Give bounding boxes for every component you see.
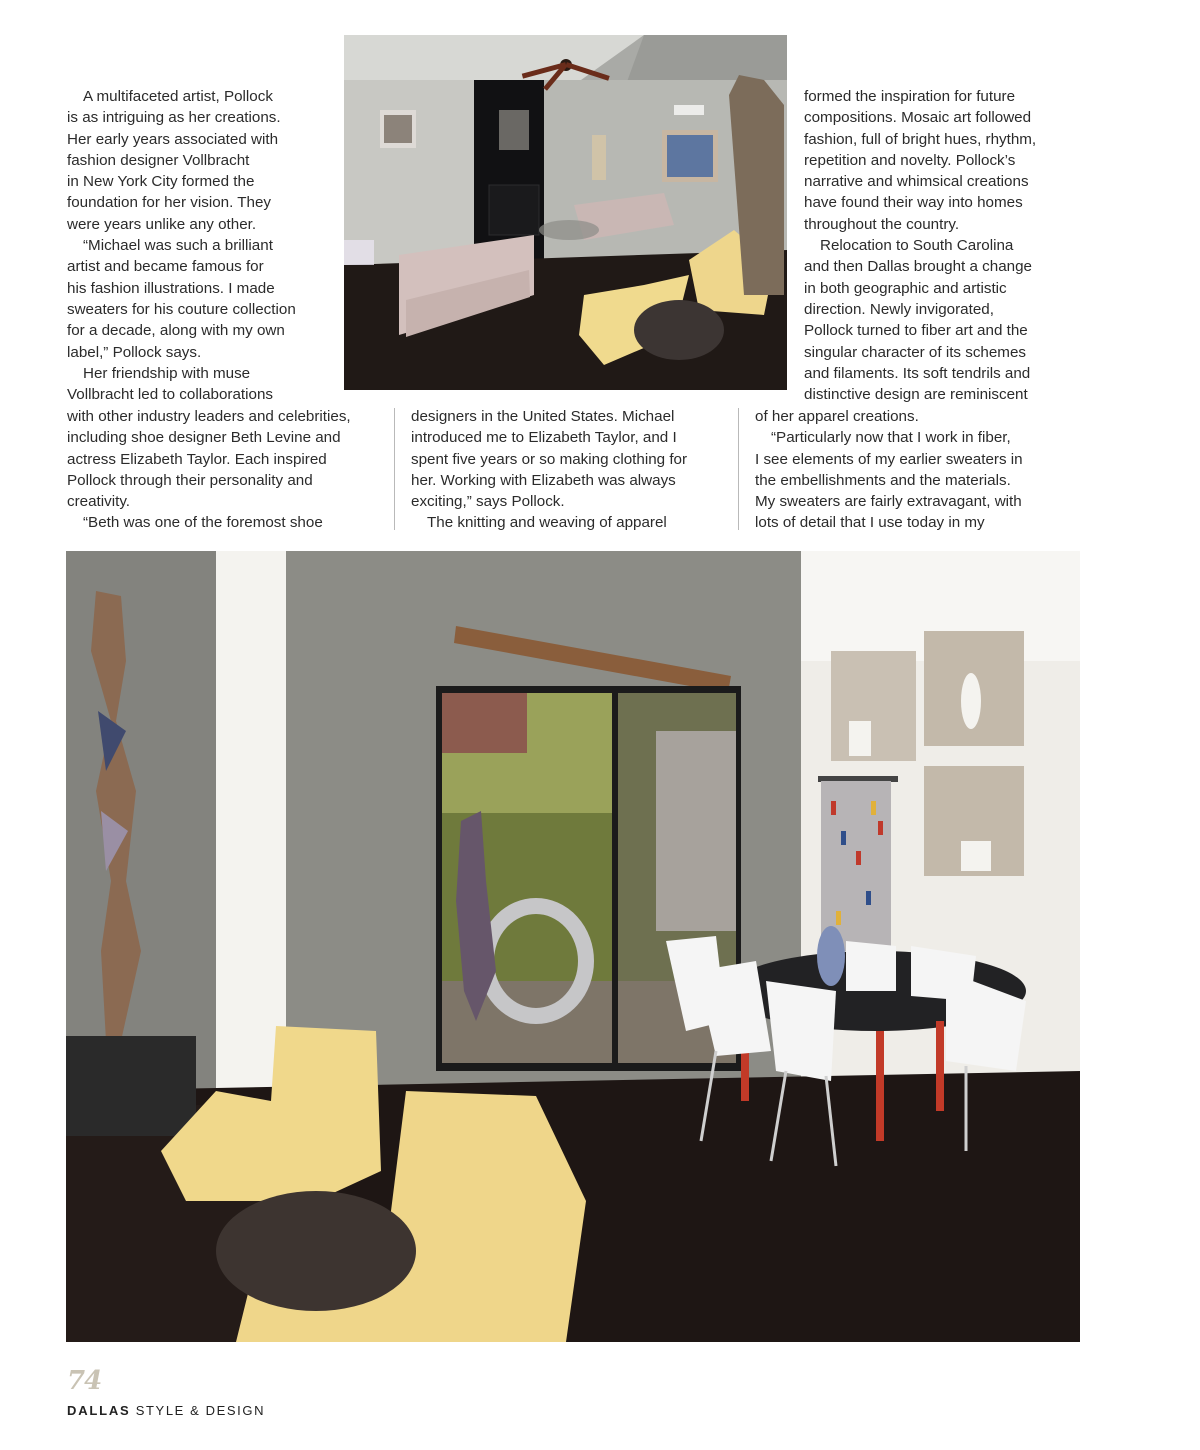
article-line: formed the inspiration for future [804,88,1016,105]
article-line: sweaters for his couture collection [67,300,296,318]
article-line: and then Dallas brought a change [804,258,1032,276]
article-line: foundation for her vision. They [67,194,272,212]
article-line: I see elements of my earlier sweaters in [755,450,1023,468]
article-line: Pollock through their personality and [67,471,313,489]
article-line: “Particularly now that I work in fiber, [771,429,1011,447]
article-line: singular character of its schemes [804,343,1026,361]
magazine-section: STYLE & DESIGN [135,1403,266,1418]
article-line: My sweaters are fairly extravagant, with [755,493,1022,511]
article-line: Her early years associated with [67,130,279,148]
article-line: A multifaceted artist, Pollock [83,88,273,105]
article-line: “Beth was one of the foremost shoe [83,514,323,532]
article-line: designers in the United States. Michael [411,408,675,425]
article-line: throughout the country. [804,215,960,233]
article-line: were years unlike any other. [67,215,257,233]
article-line: actress Elizabeth Taylor. Each inspired [67,450,327,468]
article-line: for a decade, along with my own [67,322,285,340]
article-line: his fashion illustrations. I made [67,279,275,297]
article-line: “Michael was such a brilliant [83,237,273,255]
article-line: in New York City formed the [67,173,255,191]
article-line: the embellishments and the materials. [755,471,1011,489]
article-line: lots of detail that I use today in my [755,514,985,532]
article-line: and filaments. Its soft tendrils and [804,364,1031,382]
article-line: Her friendship with muse [83,364,251,382]
article-line: her. Working with Elizabeth was always [411,471,676,489]
article-line: narrative and whimsical creations [804,173,1029,191]
column-rule [394,408,395,530]
article-line: with other industry leaders and celebrities, [67,408,351,425]
article-line: The knitting and weaving of apparel [427,514,667,532]
magazine-brand: DALLAS [67,1403,131,1418]
page-number: 74 [67,1366,102,1396]
article-line: compositions. Mosaic art followed [804,109,1032,127]
article-line: Relocation to South Carolina [820,237,1014,255]
article-line: introduced me to Elizabeth Taylor, and I [411,429,677,447]
article-line: artist and became famous for [67,258,264,276]
magazine-folio [67,1403,265,1418]
article-line: in both geographic and artistic [804,279,1007,297]
article-line: Vollbracht led to collaborations [67,386,274,404]
article-column-left [67,406,351,534]
article-line: exciting,” says Pollock. [411,493,565,511]
article-line: label,” Pollock says. [67,343,202,361]
article-line: repetition and novelty. Pollock’s [804,151,1016,169]
article-line: of her apparel creations. [755,408,919,425]
column-rule [738,408,739,530]
article-column-top-right [804,86,1036,405]
article-line: spent five years or so making clothing for [411,450,688,468]
article-line: fashion designer Vollbracht [67,151,250,169]
article-column-middle [411,406,687,534]
living-room-photo [344,35,787,390]
article-line: is as intriguing as her creations. [67,109,281,127]
article-line: have found their way into homes [804,194,1023,212]
article-column-right [755,406,1023,534]
dining-room-photo [66,551,1080,1342]
article-column-top-left [67,86,296,405]
article-line: including shoe designer Beth Levine and [67,429,341,447]
article-line: distinctive design are reminiscent [804,386,1028,404]
article-line: creativity. [67,493,131,511]
article-line: direction. Newly invigorated, [804,300,994,318]
article-line: Pollock turned to fiber art and the [804,322,1028,340]
article-line: fashion, full of bright hues, rhythm, [804,130,1037,148]
